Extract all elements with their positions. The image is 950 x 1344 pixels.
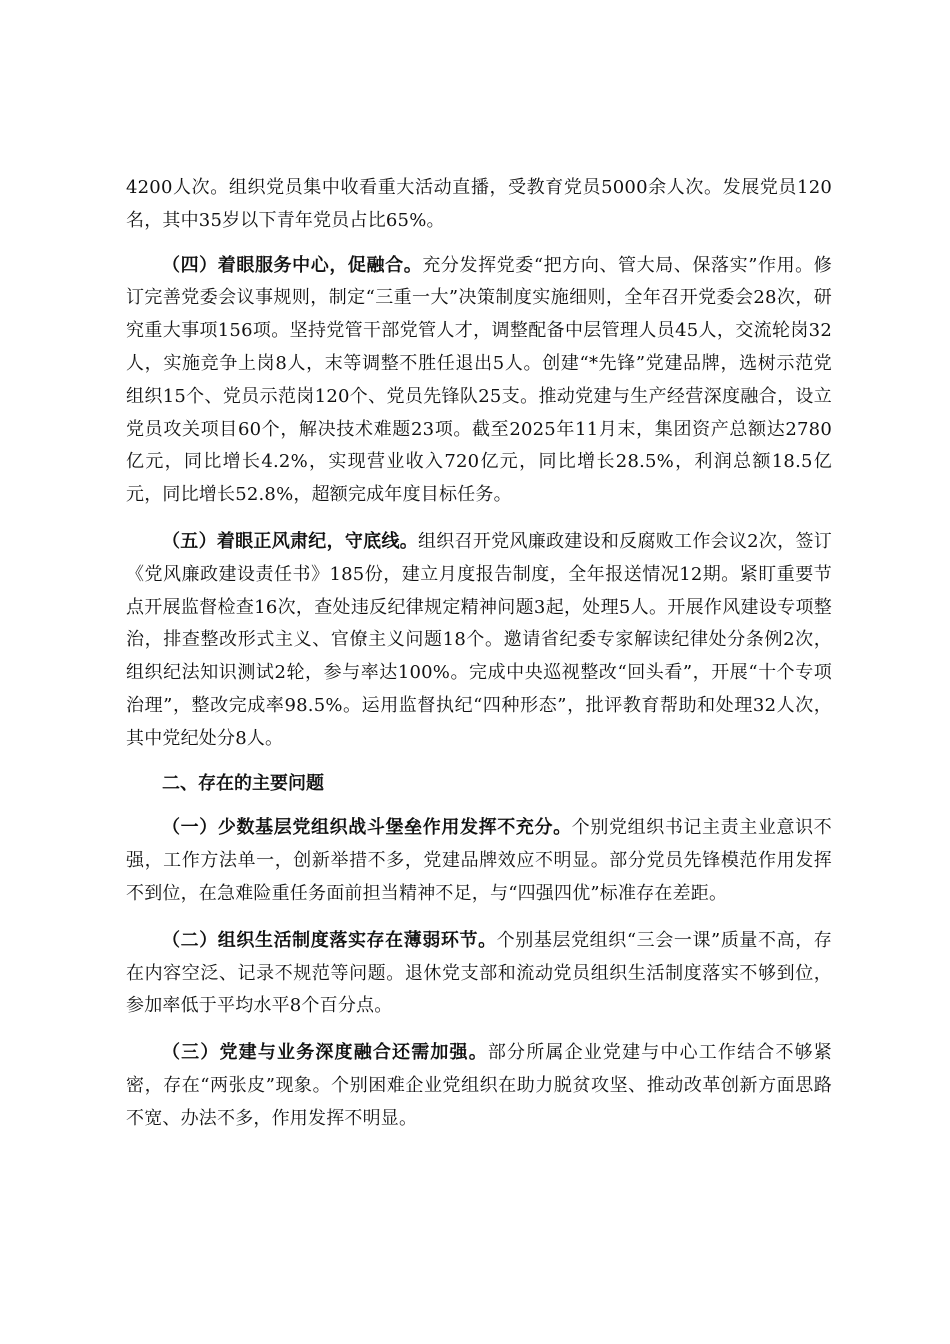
paragraph-text: 充分发挥党委“把方向、管大局、保落实”作用。修订完善党委会议事规则，制定“三重一大”决策制度实施细则，全年召开党委会28次，研究重大事项156项。坚持党管干部党管人才，调整配备中层管理人员45人，交流轮岗32人，实施竞争上岗8人，末等调整不胜任退出5人。创建“*先锋”党建品牌，选树示范党组织15个、党员示范岗120个、党员先锋队25支。推动党建与生产经营深度融合，设立党员攻关项目60个，解决技术难题23项。截至2025年11月末，集团资产总额达2780亿元，同比增长4.2%，实现营业收入720亿元，同比增长28.5%，利润总额18.5亿元，同比增长52.8%，超额完成年度目标任务。 [126,254,832,506]
paragraph-lead: （三）党建与业务深度融合还需加强。 [162,1042,488,1064]
paragraph-text: 组织召开党风廉政建设和反腐败工作会议2次，签订《党风廉政建设责任书》185份，建立月度报告制度，全年报送情况12期。紧盯重要节点开展监督检查16次，查处违反纪律规定精神问题3起，处理5人。开展作风建设专项整治，排查整改形式主义、官僚主义问题18个。邀请省纪委专家解读纪律处分条例2次，组织纪法知识测试2轮，参与率达100%。完成中央巡视整改“回头看”，开展“十个专项治理”，整改完成率98.5%。运用监督执纪“四种形态”，批评教育帮助和处理32人次，其中党纪处分8人。 [126,530,832,749]
paragraph-text: 4200人次。组织党员集中收看重大活动直播，受教育党员5000余人次。发展党员120名，其中35岁以下青年党员占比65%。 [126,177,832,231]
paragraph-text: 个别基层党组织“三会一课”质量不高，存在内容空泛、记录不规范等问题。退休党支部和流动党员组织生活制度落实不够到位，参加率低于平均水平8个百分点。 [126,929,832,1017]
paragraph-lead: （一）少数基层党组织战斗堡垒作用发挥不充分。 [162,817,572,839]
paragraph-lead: （五）着眼正风肃纪，守底线。 [162,530,419,552]
paragraph-problem-3 [126,1037,832,1135]
paragraph-problem-1 [126,812,832,910]
paragraph-discipline [126,526,832,756]
document-page [126,172,832,1136]
section-heading: 二、存在的主要问题 [162,772,324,794]
paragraph-problem-2 [126,925,832,1023]
paragraph-text: 部分所属企业党建与中心工作结合不够紧密，存在“两张皮”现象。个别困难企业党组织在助力脱贫攻坚、推动改革创新方面思路不宽、办法不多，作用发挥不明显。 [126,1042,832,1129]
paragraph-service-center [126,250,832,512]
paragraph-lead: （二）组织生活制度落实存在薄弱环节。 [162,929,497,951]
paragraph-continuation [126,172,832,238]
paragraph-lead: （四）着眼服务中心，促融合。 [162,254,423,276]
paragraph-text: 个别党组织书记主责主业意识不强，工作方法单一，创新举措不多，党建品牌效应不明显。部分党员先锋模范作用发挥不到位，在急难险重任务面前担当精神不足，与“四强四优”标准存在差距。 [126,817,832,904]
